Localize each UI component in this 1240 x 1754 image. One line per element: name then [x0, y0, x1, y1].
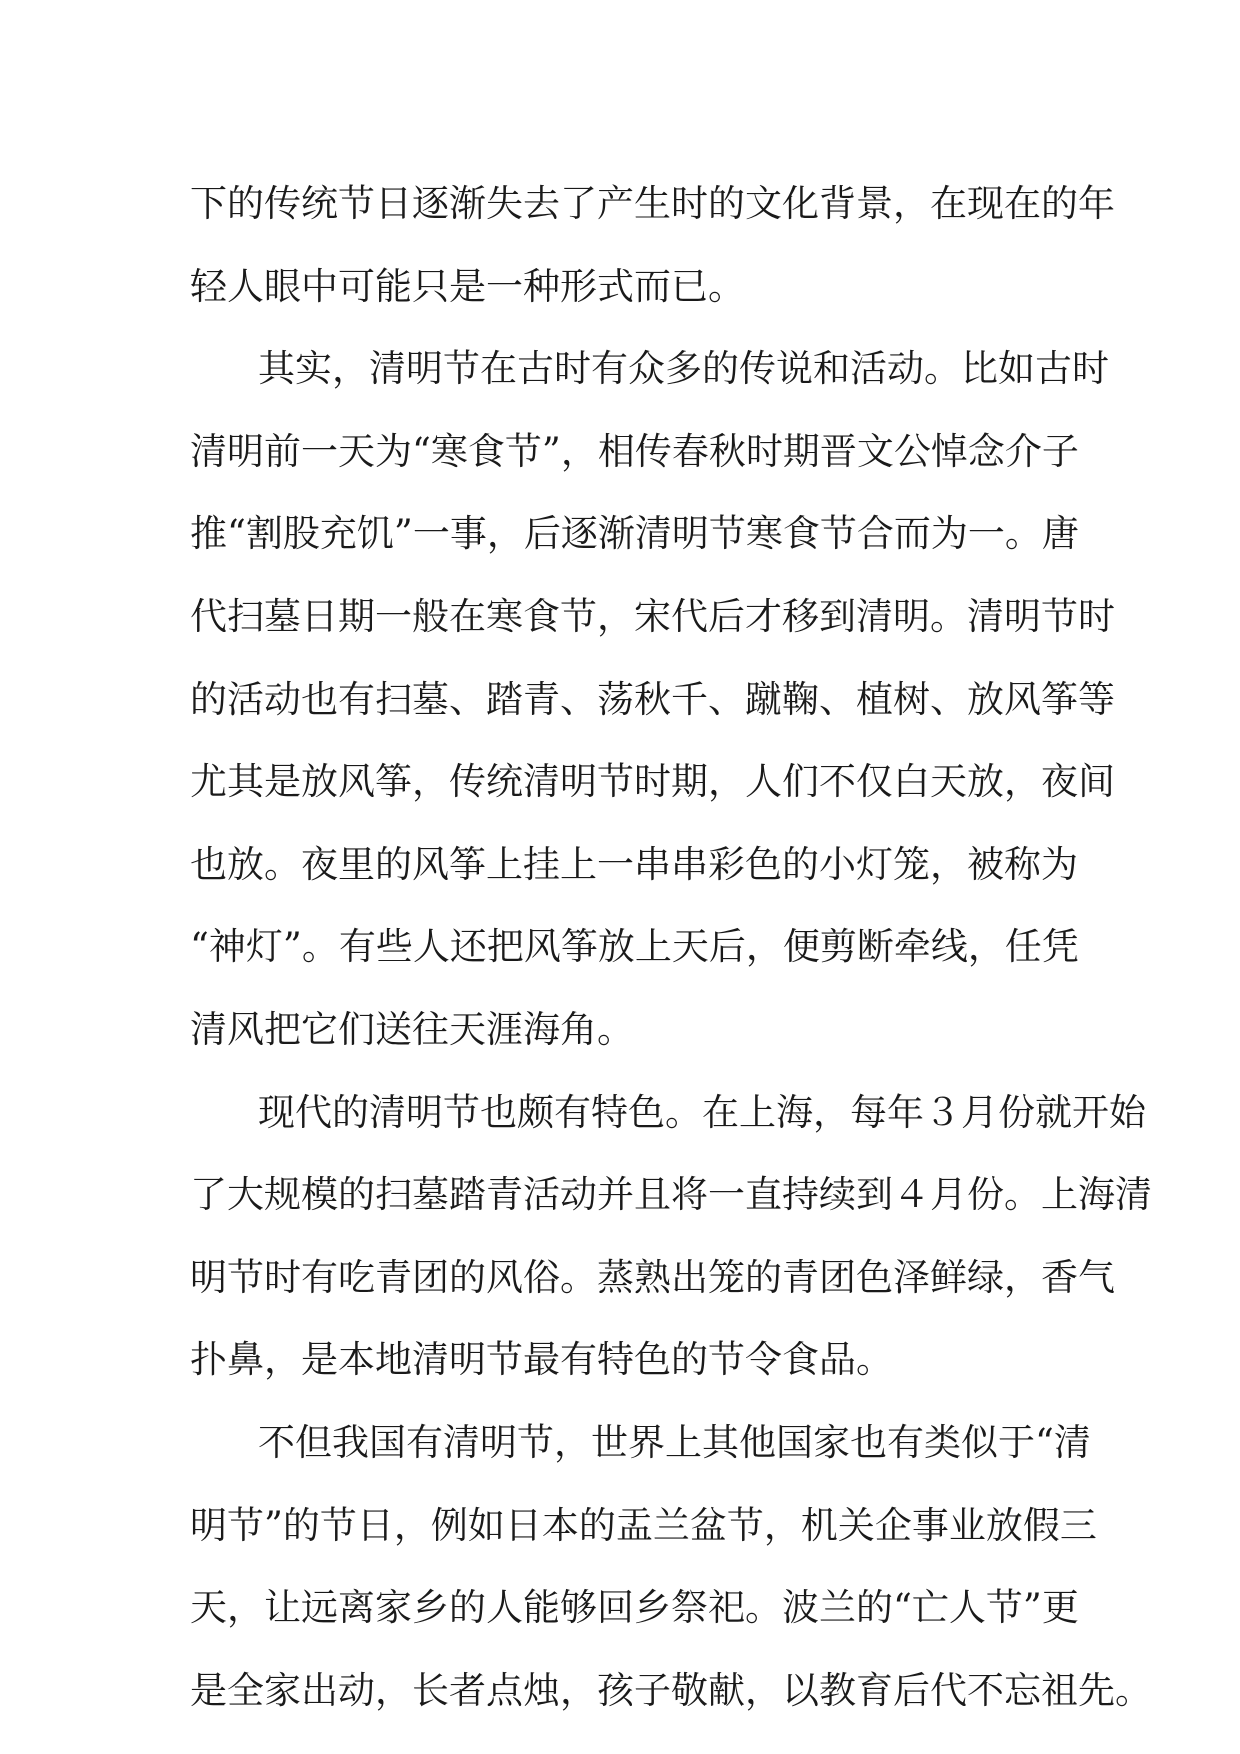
document-body — [190, 163, 1152, 1732]
paragraph-line: 清风把它们送往天涯海角。 — [190, 1007, 634, 1051]
paragraph-line: 代扫墓日期一般在寒食节，宋代后才移到清明。清明节时 — [190, 594, 1115, 638]
paragraph-line: 不但我国有清明节，世界上其他国家也有类似于“清 — [258, 1420, 1091, 1464]
paragraph-line: 明节”的节日，例如日本的盂兰盆节，机关企事业放假三 — [190, 1503, 1097, 1547]
paragraph-line: 清明前一天为“寒食节”，相传春秋时期晋文公悼念介子 — [190, 429, 1079, 473]
paragraph-line: 也放。夜里的风筝上挂上一串串彩色的小灯笼，被称为 — [190, 842, 1078, 886]
paragraph-line: 现代的清明节也颇有特色。在上海，每年３月份就开始 — [258, 1090, 1146, 1134]
paragraph-line: 下的传统节日逐渐失去了产生时的文化背景，在现在的年 — [190, 182, 1115, 225]
paragraph-line: 其实，清明节在古时有众多的传说和活动。比如古时 — [258, 347, 1109, 391]
paragraph-line: 天，让远离家乡的人能够回乡祭祀。波兰的“亡人节”更 — [190, 1586, 1079, 1630]
paragraph-line: 尤其是放风筝，传统清明节时期，人们不仅白天放，夜间 — [190, 760, 1115, 804]
paragraph-line: 扑鼻，是本地清明节最有特色的节令食品。 — [190, 1338, 893, 1382]
paragraph-line: 轻人眼中可能只是一种形式而已。 — [190, 264, 745, 308]
paragraph-line: 是全家出动，长者点烛，孩子敬献，以教育后代不忘祖先。 — [190, 1668, 1152, 1712]
paragraph-line: 的活动也有扫墓、踏青、荡秋千、蹴鞠、植树、放风筝等 — [190, 677, 1115, 721]
paragraph-line: 明节时有吃青团的风俗。蒸熟出笼的青团色泽鲜绿，香气 — [190, 1255, 1115, 1299]
paragraph-line: “神灯”。有些人还把风筝放上天后，便剪断牵线，任凭 — [190, 925, 1079, 969]
paragraph-line: 了大规模的扫墓踏青活动并且将一直持续到４月份。上海清 — [190, 1173, 1152, 1217]
paragraph-line: 推“割股充饥”一事，后逐渐清明节寒食节合而为一。唐 — [190, 512, 1079, 556]
